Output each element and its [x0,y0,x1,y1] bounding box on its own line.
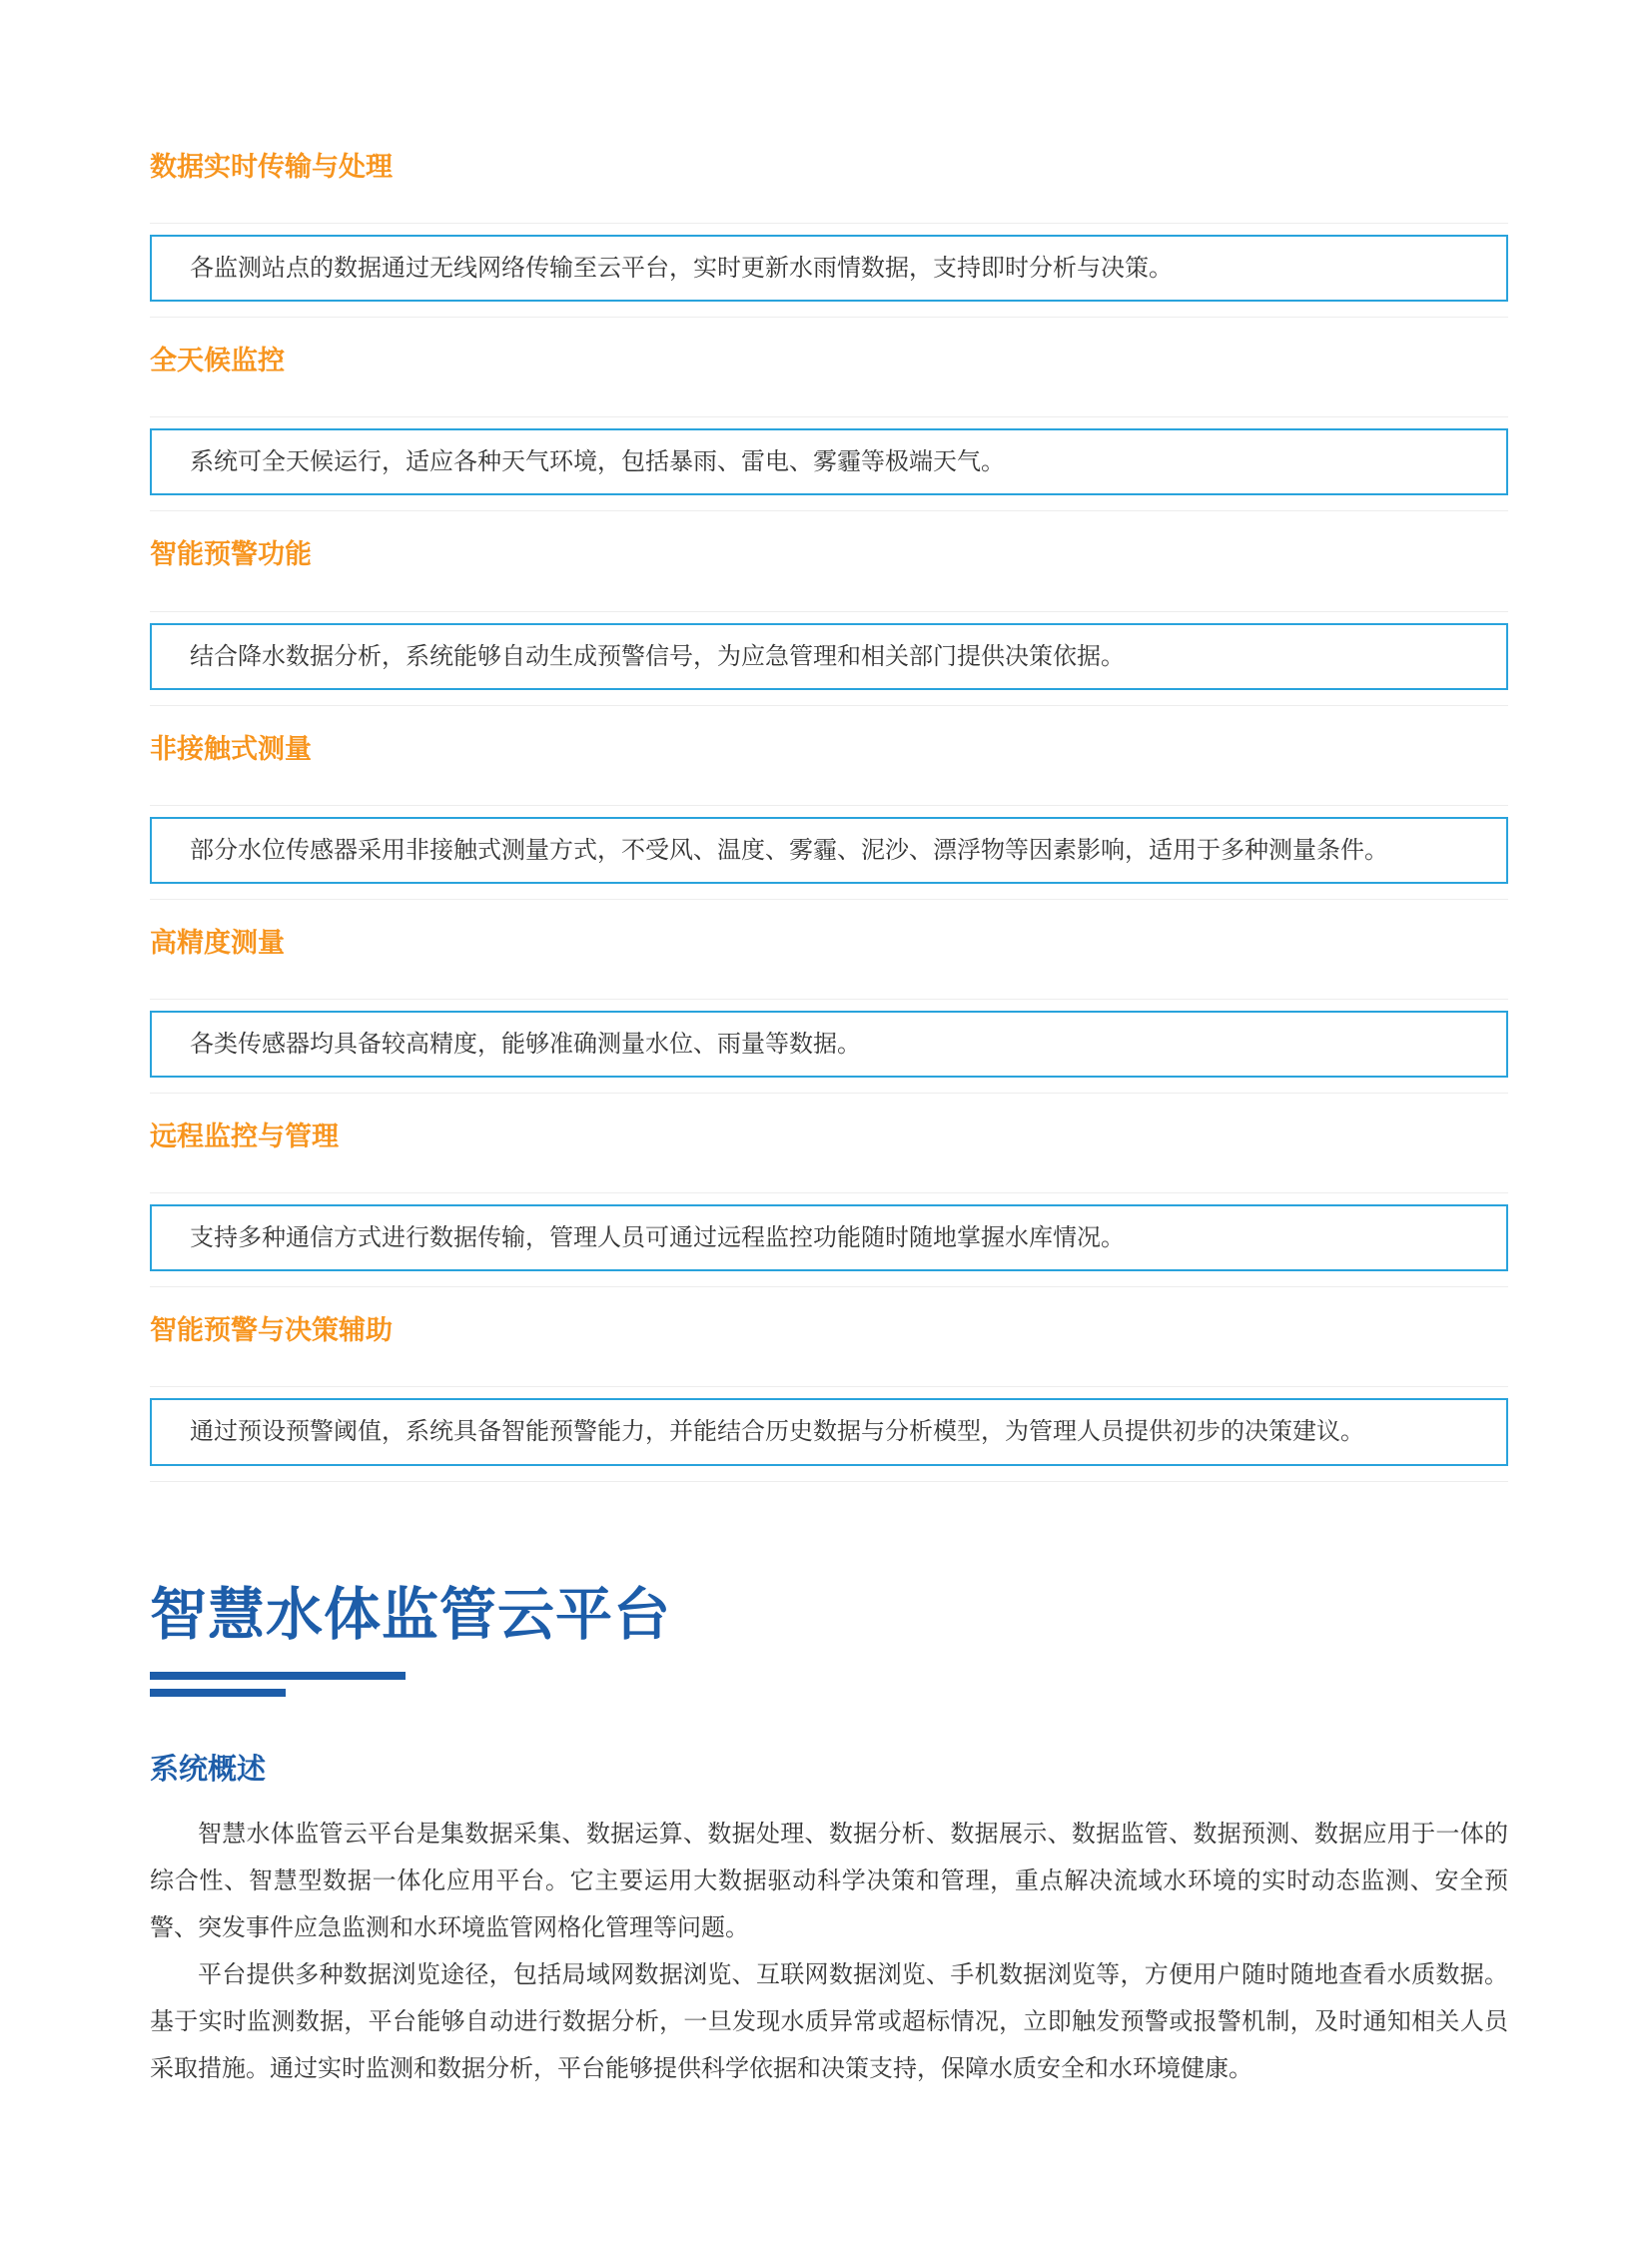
feature-section [150,734,1508,900]
feature-rule-wrap [150,611,1508,706]
feature-heading: 智能预警与决策辅助 [150,1315,393,1346]
feature-body-text: 通过预设预警阈值，系统具备智能预警能力，并能结合历史数据与分析模型，为管理人员提供初步的决策建议。 [190,1418,1364,1446]
feature-rule-wrap [150,1192,1508,1287]
feature-section [150,152,1508,318]
feature-section [150,1315,1508,1481]
title-underline-bar-short [150,1689,286,1697]
feature-section [150,1121,1508,1287]
feature-section [150,539,1508,705]
feature-callout-box [150,1011,1508,1078]
feature-body-text: 支持多种通信方式进行数据传输，管理人员可通过远程监控功能随时随地掌握水库情况。 [190,1224,1125,1252]
feature-body-text: 系统可全天候运行，适应各种天气环境，包括暴雨、雷电、雾霾等极端天气。 [190,448,1005,476]
title-underline [150,1672,1508,1697]
feature-heading: 非接触式测量 [150,733,312,764]
overview-paragraph: 智慧水体监管云平台是集数据采集、数据运算、数据处理、数据分析、数据展示、数据监管、数据预测、数据应用于一体的综合性、智慧型数据一体化应用平台。它主要运用大数据驱动科学决策和管理，重点解决流域水环境的实时动态监测、安全预警、突发事件应急监测和水环境监管网格化管理等问题。 [150,1821,1508,1942]
overview-paragraph: 平台提供多种数据浏览途径，包括局域网数据浏览、互联网数据浏览、手机数据浏览等，方便用户随时随地查看水质数据。基于实时监测数据，平台能够自动进行数据分析，一旦发现水质异常或超标情况，立即触发预警或报警机制，及时通知相关人员采取措施。通过实时监测和数据分析，平台能够提供科学依据和决策支持，保障水质安全和水环境健康。 [150,1961,1508,2083]
feature-callout-box [150,235,1508,302]
feature-heading: 高精度测量 [150,927,285,958]
feature-section [150,928,1508,1094]
feature-callout-box [150,428,1508,495]
feature-rule-wrap [150,805,1508,900]
feature-heading: 智能预警功能 [150,539,312,570]
overview-heading: 系统概述 [150,1754,267,1787]
platform-title: 智慧水体监管云平台 [150,1582,671,1647]
feature-rule-wrap [150,1386,1508,1481]
feature-callout-box [150,1204,1508,1271]
feature-section [150,346,1508,511]
feature-rule-wrap [150,999,1508,1094]
feature-heading: 远程监控与管理 [150,1121,339,1152]
feature-body-text: 各类传感器均具备较高精度，能够准确测量水位、雨量等数据。 [190,1030,861,1058]
feature-body-text: 部分水位传感器采用非接触式测量方式，不受风、温度、雾霾、泥沙、漂浮物等因素影响，适用于多种测量条件。 [190,836,1388,864]
feature-rule-wrap [150,416,1508,511]
feature-callout-box [150,623,1508,690]
feature-body-text: 结合降水数据分析，系统能够自动生成预警信号，为应急管理和相关部门提供决策依据。 [190,642,1125,670]
feature-body-text: 各监测站点的数据通过无线网络传输至云平台，实时更新水雨情数据，支持即时分析与决策。 [190,255,1173,283]
feature-heading: 数据实时传输与处理 [150,152,393,182]
feature-callout-box [150,1398,1508,1465]
title-underline-bar-long [150,1672,406,1680]
feature-rule-wrap [150,223,1508,318]
feature-heading: 全天候监控 [150,346,285,376]
feature-callout-box [150,817,1508,884]
